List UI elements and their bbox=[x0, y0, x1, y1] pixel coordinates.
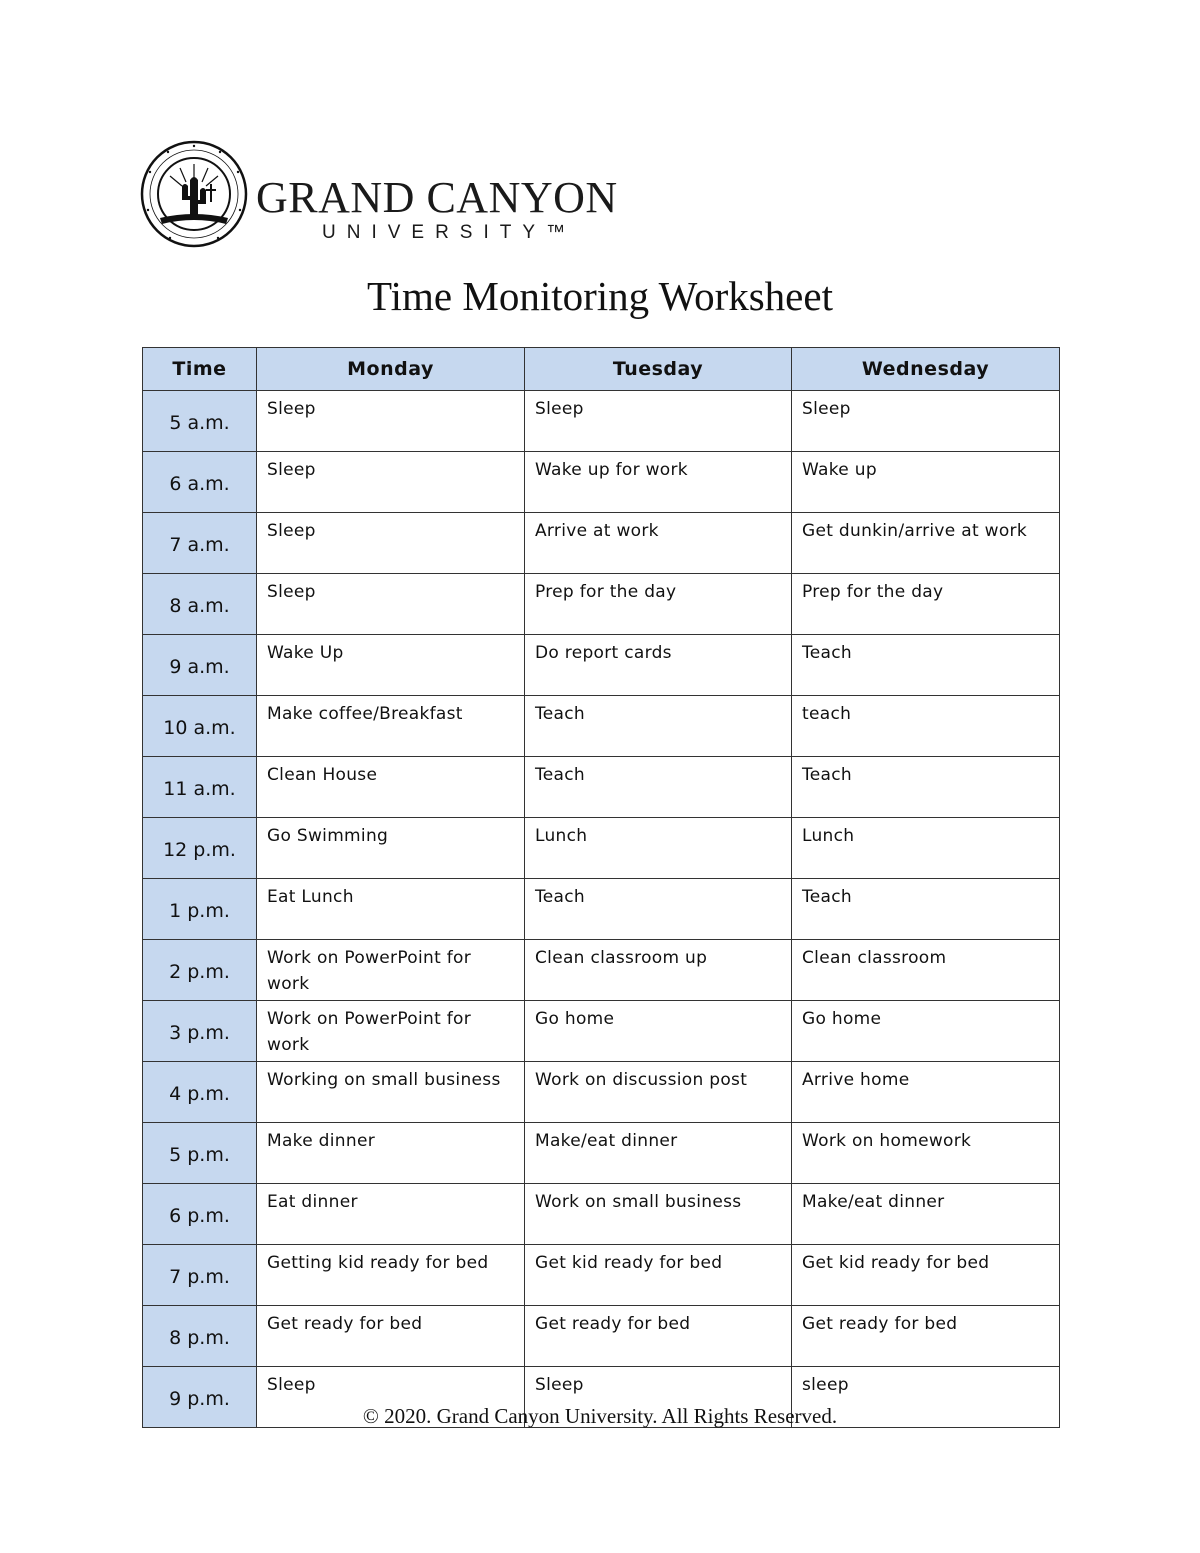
copyright-footer: © 2020. Grand Canyon University. All Rights Reserved. bbox=[362, 1404, 838, 1428]
wednesday-cell: Wake up bbox=[792, 452, 1060, 513]
monday-cell: Go Swimming bbox=[257, 818, 525, 879]
tuesday-cell: Arrive at work bbox=[525, 513, 792, 574]
wednesday-cell: teach bbox=[792, 696, 1060, 757]
monday-cell: Getting kid ready for bed bbox=[257, 1245, 525, 1306]
tuesday-cell: Make/eat dinner bbox=[525, 1123, 792, 1184]
wednesday-cell: Teach bbox=[792, 757, 1060, 818]
time-cell: 10 a.m. bbox=[143, 696, 257, 757]
wednesday-cell: Get kid ready for bed bbox=[792, 1245, 1060, 1306]
page-title: Time Monitoring Worksheet bbox=[367, 273, 833, 319]
header-time: Time bbox=[143, 348, 257, 391]
table-row bbox=[143, 391, 1060, 452]
wednesday-cell: Teach bbox=[792, 635, 1060, 696]
table-row bbox=[143, 879, 1060, 940]
wednesday-cell: Work on homework bbox=[792, 1123, 1060, 1184]
brand-name: GRAND CANYON bbox=[256, 173, 618, 222]
monday-cell: Sleep bbox=[257, 452, 525, 513]
time-cell: 9 a.m. bbox=[143, 635, 257, 696]
monday-cell: Eat dinner bbox=[257, 1184, 525, 1245]
tuesday-cell: Lunch bbox=[525, 818, 792, 879]
wednesday-cell: Get dunkin/arrive at work bbox=[792, 513, 1060, 574]
monday-cell: Wake Up bbox=[257, 635, 525, 696]
time-cell: 2 p.m. bbox=[143, 940, 257, 1001]
table-row bbox=[143, 1001, 1060, 1062]
wednesday-cell: Arrive home bbox=[792, 1062, 1060, 1123]
table-row bbox=[143, 1245, 1060, 1306]
table-row bbox=[143, 818, 1060, 879]
time-cell: 6 p.m. bbox=[143, 1184, 257, 1245]
time-cell: 1 p.m. bbox=[143, 879, 257, 940]
table-row bbox=[143, 940, 1060, 1001]
wednesday-cell: Lunch bbox=[792, 818, 1060, 879]
tuesday-cell: Wake up for work bbox=[525, 452, 792, 513]
table-row bbox=[143, 635, 1060, 696]
wednesday-cell: sleep bbox=[792, 1367, 1060, 1428]
tuesday-cell: Get kid ready for bed bbox=[525, 1245, 792, 1306]
time-cell: 11 a.m. bbox=[143, 757, 257, 818]
time-cell: 7 a.m. bbox=[143, 513, 257, 574]
header-monday: Monday bbox=[257, 348, 525, 391]
tuesday-cell: Clean classroom up bbox=[525, 940, 792, 1001]
tuesday-cell: Get ready for bed bbox=[525, 1306, 792, 1367]
tuesday-cell: Teach bbox=[525, 879, 792, 940]
tuesday-cell: Teach bbox=[525, 696, 792, 757]
wednesday-cell: Sleep bbox=[792, 391, 1060, 452]
monday-cell: Get ready for bed bbox=[257, 1306, 525, 1367]
wednesday-cell: Teach bbox=[792, 879, 1060, 940]
wednesday-cell: Make/eat dinner bbox=[792, 1184, 1060, 1245]
table-row bbox=[143, 696, 1060, 757]
time-cell: 3 p.m. bbox=[143, 1001, 257, 1062]
time-cell: 6 a.m. bbox=[143, 452, 257, 513]
monday-cell: Sleep bbox=[257, 513, 525, 574]
table-row bbox=[143, 1123, 1060, 1184]
tuesday-cell: Sleep bbox=[525, 391, 792, 452]
tuesday-cell: Go home bbox=[525, 1001, 792, 1062]
time-cell: 8 a.m. bbox=[143, 574, 257, 635]
monday-cell: Eat Lunch bbox=[257, 879, 525, 940]
time-cell: 5 a.m. bbox=[143, 391, 257, 452]
university-seal-icon bbox=[140, 140, 248, 248]
monday-cell: Make coffee/Breakfast bbox=[257, 696, 525, 757]
monday-cell: Clean House bbox=[257, 757, 525, 818]
tuesday-cell: Sleep bbox=[525, 1367, 792, 1428]
monday-cell: Sleep bbox=[257, 574, 525, 635]
time-cell: 5 p.m. bbox=[143, 1123, 257, 1184]
tuesday-cell: Teach bbox=[525, 757, 792, 818]
time-cell: 4 p.m. bbox=[143, 1062, 257, 1123]
wednesday-cell: Prep for the day bbox=[792, 574, 1060, 635]
logo-wordmark bbox=[256, 173, 618, 244]
time-cell: 8 p.m. bbox=[143, 1306, 257, 1367]
tuesday-cell: Prep for the day bbox=[525, 574, 792, 635]
table-row bbox=[143, 452, 1060, 513]
tuesday-cell: Work on small business bbox=[525, 1184, 792, 1245]
table-row bbox=[143, 574, 1060, 635]
brand-subtitle: UNIVERSITY™ bbox=[322, 222, 577, 243]
tuesday-cell: Do report cards bbox=[525, 635, 792, 696]
tuesday-cell: Work on discussion post bbox=[525, 1062, 792, 1123]
monday-cell: Make dinner bbox=[257, 1123, 525, 1184]
monday-cell: Work on PowerPoint for work bbox=[257, 1001, 525, 1062]
header-wednesday: Wednesday bbox=[792, 348, 1060, 391]
table-row bbox=[143, 1306, 1060, 1367]
monday-cell: Work on PowerPoint for work bbox=[257, 940, 525, 1001]
table-row bbox=[143, 1062, 1060, 1123]
time-cell: 7 p.m. bbox=[143, 1245, 257, 1306]
header-tuesday: Tuesday bbox=[525, 348, 792, 391]
wednesday-cell: Get ready for bed bbox=[792, 1306, 1060, 1367]
monday-cell: Working on small business bbox=[257, 1062, 525, 1123]
table-row bbox=[143, 757, 1060, 818]
time-cell: 12 p.m. bbox=[143, 818, 257, 879]
university-logo bbox=[140, 140, 620, 252]
table-row bbox=[143, 513, 1060, 574]
monday-cell: Sleep bbox=[257, 1367, 525, 1428]
schedule-table bbox=[142, 347, 1060, 1428]
time-cell: 9 p.m. bbox=[143, 1367, 257, 1428]
wednesday-cell: Go home bbox=[792, 1001, 1060, 1062]
monday-cell: Sleep bbox=[257, 391, 525, 452]
table-header-row bbox=[143, 348, 1060, 391]
table-row bbox=[143, 1184, 1060, 1245]
wednesday-cell: Clean classroom bbox=[792, 940, 1060, 1001]
